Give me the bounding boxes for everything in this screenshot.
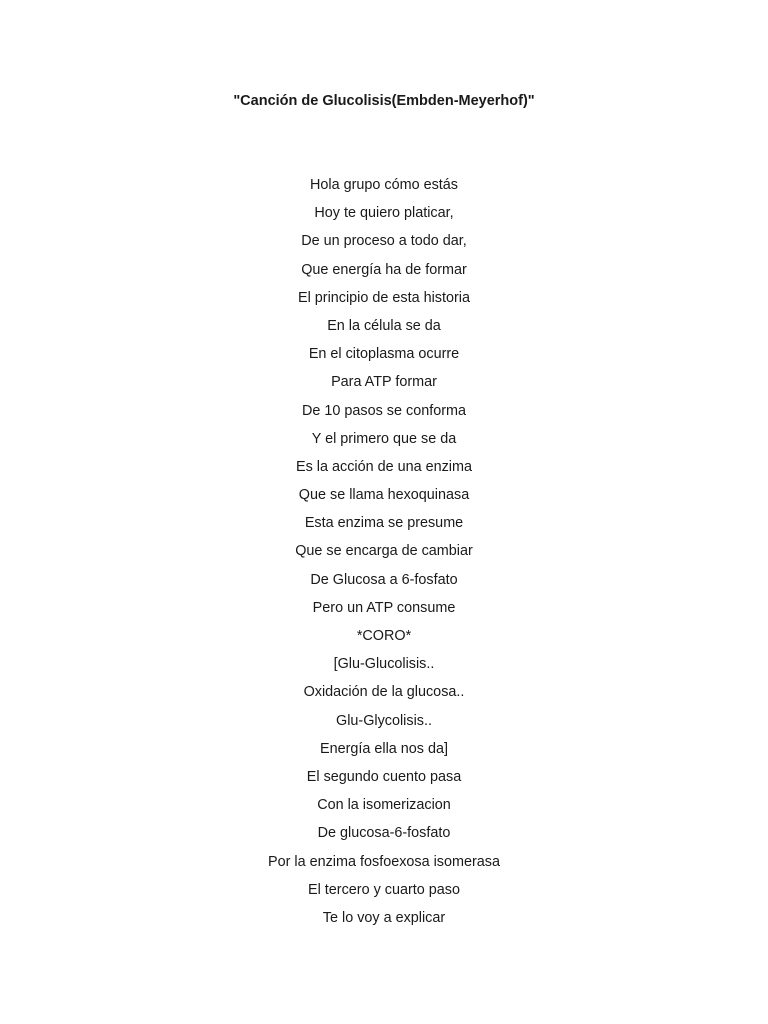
- lyric-line: Te lo voy a explicar: [322, 909, 446, 926]
- lyric-line: De un proceso a todo dar,: [301, 233, 467, 250]
- lyric-line: En el citoplasma ocurre: [308, 346, 460, 363]
- lyric-line: De Glucosa a 6-fosfato: [310, 571, 458, 588]
- lyric-line: En la célula se da: [327, 317, 441, 334]
- lyric-line: Para ATP formar: [331, 374, 437, 391]
- lyric-line: Oxidación de la glucosa..: [303, 684, 465, 701]
- lyric-line: Pero un ATP consume: [312, 599, 456, 616]
- lyric-line: Es la acción de una enzima: [296, 458, 472, 475]
- lyric-line: Por la enzima fosfoexosa isomerasa: [268, 853, 500, 870]
- lyric-line: Hoy te quiero platicar,: [314, 205, 454, 222]
- lyric-line: Energía ella nos da]: [319, 740, 448, 757]
- lyric-line: Que energía ha de formar: [301, 261, 467, 278]
- lyric-line: [Glu-Glucolisis..: [333, 656, 435, 673]
- lyric-line: Que se llama hexoquinasa: [298, 487, 470, 504]
- lyric-line: Hola grupo cómo estás: [310, 177, 458, 193]
- lyric-line: Glu-Glycolisis..: [336, 712, 432, 729]
- lyric-line: De 10 pasos se conforma: [302, 402, 466, 419]
- lyric-line: Esta enzima se presume: [304, 515, 464, 532]
- lyric-line: De glucosa-6-fosfato: [317, 825, 451, 842]
- lyric-line: *CORO*: [356, 628, 412, 644]
- lyric-line: El segundo cuento pasa: [306, 768, 462, 785]
- lyric-line: Con la isomerizacion: [317, 797, 451, 814]
- lyric-line: Y el primero que se da: [311, 430, 457, 447]
- lyric-line: El tercero y cuarto paso: [308, 881, 460, 898]
- song-title: "Canción de Glucolisis(Embden-Meyerhof)": [233, 93, 535, 109]
- lyric-line: El principio de esta historia: [298, 289, 470, 306]
- lyrics-list: [0, 175, 768, 936]
- lyric-line: Que se encarga de cambiar: [295, 543, 473, 560]
